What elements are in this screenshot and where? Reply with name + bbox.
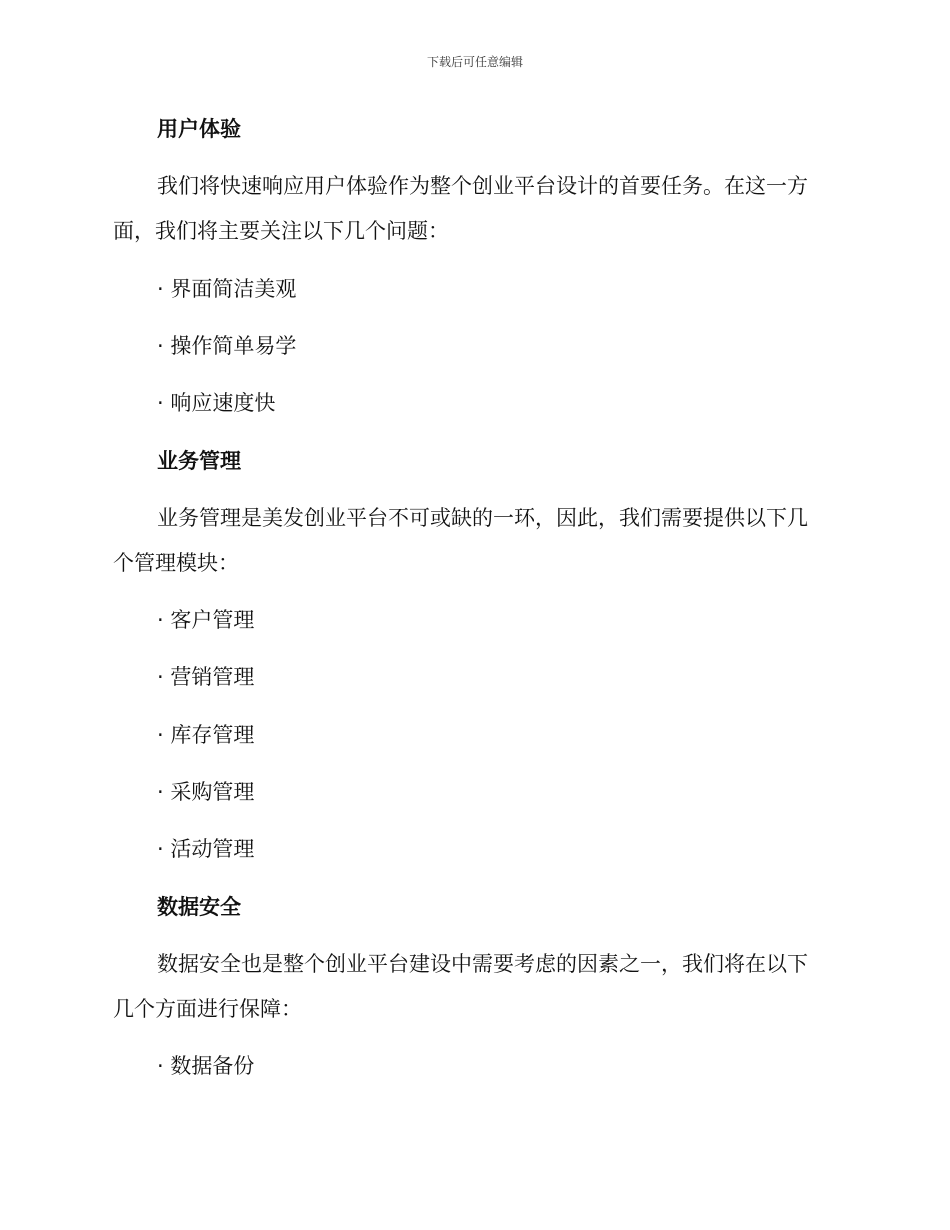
- list-item: · 库存管理: [157, 723, 255, 747]
- list-item: · 采购管理: [157, 780, 255, 804]
- paragraph-line: 几个方面进行保障：: [113, 997, 302, 1021]
- paragraph-line: 个管理模块：: [113, 551, 239, 575]
- paragraph-line: 我们将快速响应用户体验作为整个创业平台设计的首要任务。在这一方: [157, 174, 808, 198]
- list-item: · 操作简单易学: [157, 334, 297, 358]
- page-header: 下载后可任意编辑: [426, 55, 523, 69]
- paragraph-line: 数据安全也是整个创业平台建设中需要考虑的因素之一，我们将在以下: [157, 952, 808, 976]
- paragraph-line: 面，我们将主要关注以下几个问题：: [113, 219, 449, 243]
- section-heading-business-management: 业务管理: [157, 449, 241, 473]
- list-item: · 客户管理: [157, 608, 255, 632]
- list-item: · 活动管理: [157, 837, 255, 861]
- list-item: · 响应速度快: [157, 391, 276, 415]
- list-item: · 界面简洁美观: [157, 277, 297, 301]
- paragraph-line: 业务管理是美发创业平台不可或缺的一环，因此，我们需要提供以下几: [157, 506, 808, 530]
- section-heading-data-security: 数据安全: [157, 895, 241, 919]
- list-item: · 营销管理: [157, 665, 255, 689]
- list-item: · 数据备份: [157, 1054, 255, 1078]
- section-heading-user-experience: 用户体验: [157, 117, 241, 141]
